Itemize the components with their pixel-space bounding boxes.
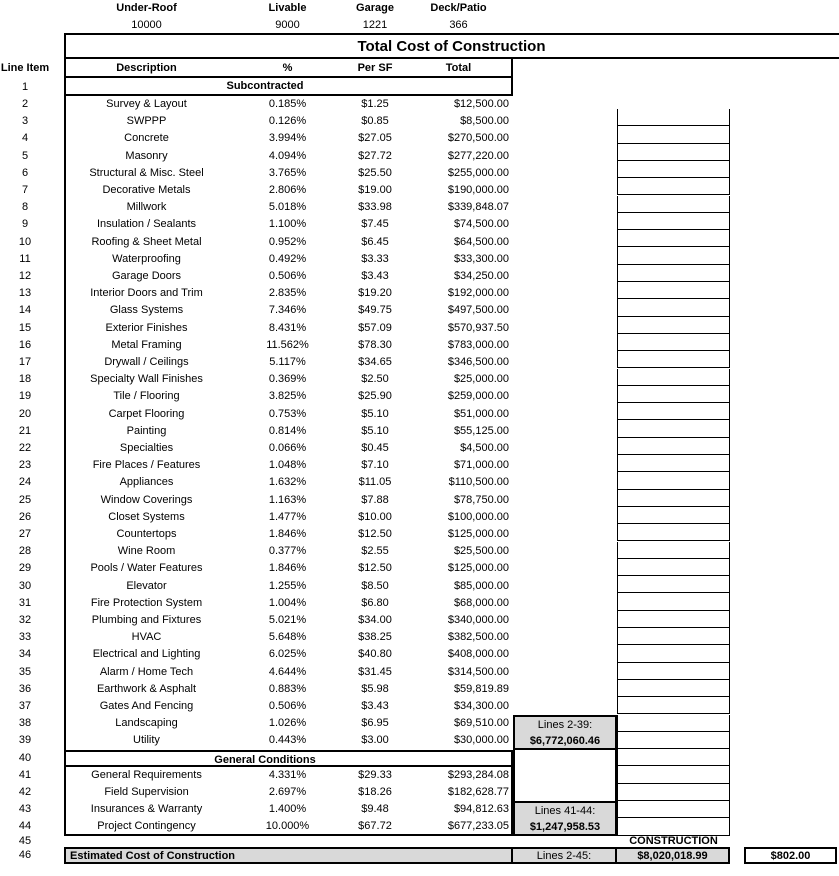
cell-description[interactable]: Drywall / Ceilings — [104, 356, 189, 368]
cell-description[interactable]: Painting — [126, 424, 167, 437]
cell-total[interactable]: $408,000.00 — [447, 648, 509, 661]
empty-entry-cell[interactable] — [617, 749, 730, 766]
cell-percent[interactable]: 6.025% — [268, 648, 307, 661]
cell-per-sf[interactable]: $78.30 — [358, 338, 392, 351]
cell-percent[interactable]: 0.814% — [268, 424, 307, 437]
cell-per-sf[interactable]: $7.10 — [361, 459, 389, 472]
line-number[interactable]: 1 — [21, 81, 29, 93]
cell-total[interactable]: $339,848.07 — [447, 201, 509, 214]
cell-percent[interactable]: 0.506% — [268, 270, 307, 282]
cell-percent[interactable]: 1.846% — [268, 562, 307, 575]
cell-percent[interactable]: 1.163% — [268, 493, 307, 506]
section-general-conditions[interactable]: General Conditions — [64, 750, 513, 767]
cell-percent[interactable]: 5.648% — [268, 631, 307, 644]
cell-total[interactable]: $12,500.00 — [453, 98, 509, 110]
cell-total[interactable]: $25,000.00 — [453, 373, 509, 386]
line-number[interactable]: 32 — [18, 614, 32, 626]
cell-total[interactable]: $78,750.00 — [453, 493, 509, 506]
empty-entry-cell[interactable] — [617, 455, 730, 472]
empty-entry-cell[interactable] — [617, 334, 730, 351]
empty-entry-cell[interactable] — [617, 403, 730, 420]
empty-entry-cell[interactable] — [617, 161, 730, 178]
cell-total[interactable]: $270,500.00 — [447, 132, 509, 145]
empty-entry-cell[interactable] — [617, 732, 730, 749]
cell-total[interactable]: $259,000.00 — [447, 390, 509, 403]
line-number[interactable]: 18 — [18, 373, 32, 386]
cell-per-sf[interactable]: $0.45 — [361, 442, 389, 454]
empty-entry-cell[interactable] — [617, 265, 730, 282]
line-number[interactable]: 44 — [18, 820, 32, 833]
estimated-cost-label-cell[interactable]: Estimated Cost of Construction — [64, 847, 513, 864]
line-number[interactable]: 45 — [18, 834, 32, 847]
empty-entry-cell[interactable] — [617, 230, 730, 247]
cell-percent[interactable]: 1.004% — [268, 596, 307, 609]
cell-total[interactable]: $25,500.00 — [453, 545, 509, 558]
cell-description[interactable]: Earthwork & Asphalt — [96, 682, 197, 695]
cell-percent[interactable]: 1.026% — [268, 717, 307, 730]
cell-description[interactable]: SWPPP — [126, 115, 167, 128]
cell-total[interactable]: $85,000.00 — [453, 579, 509, 592]
line-number[interactable]: 42 — [18, 786, 32, 798]
cell-percent[interactable]: 2.806% — [268, 184, 307, 196]
cell-percent[interactable]: 1.632% — [268, 476, 307, 489]
cell-per-sf[interactable]: $5.10 — [361, 407, 389, 420]
cell-per-sf[interactable]: $57.09 — [358, 321, 392, 334]
cell-total[interactable]: $677,233.05 — [447, 820, 509, 833]
cell-description[interactable]: Carpet Flooring — [108, 407, 185, 420]
empty-entry-cell[interactable] — [617, 109, 730, 126]
cell-description[interactable]: Roofing & Sheet Metal — [91, 235, 202, 248]
cell-description[interactable]: Insurances & Warranty — [90, 803, 203, 816]
cell-percent[interactable]: 0.443% — [268, 734, 307, 747]
subtotal-lines-41-44-label: Lines 41-44: — [534, 805, 596, 818]
cell-per-sf[interactable]: $38.25 — [358, 631, 392, 644]
empty-entry-cell[interactable] — [617, 299, 730, 316]
cell-total[interactable]: $64,500.00 — [453, 235, 509, 248]
cell-description[interactable]: Countertops — [116, 528, 177, 540]
line-number[interactable]: 27 — [18, 528, 32, 540]
cell-description[interactable]: Fire Places / Features — [92, 459, 201, 472]
cell-percent[interactable]: 1.100% — [268, 218, 307, 231]
line-number[interactable]: 38 — [18, 717, 32, 730]
line-number[interactable]: 8 — [21, 201, 29, 214]
cell-per-sf[interactable]: $29.33 — [358, 768, 392, 781]
cell-percent[interactable]: 1.048% — [268, 459, 307, 472]
cell-description[interactable]: Closet Systems — [108, 510, 185, 523]
line-number[interactable]: 22 — [18, 442, 32, 454]
empty-entry-cell[interactable] — [617, 369, 730, 386]
cell-per-sf[interactable]: $27.05 — [358, 132, 392, 145]
subtotal-lines-2-39-label: Lines 2-39: — [537, 719, 593, 732]
line-number[interactable]: 16 — [18, 338, 32, 351]
cell-per-sf[interactable]: $6.45 — [361, 235, 389, 248]
cell-percent[interactable]: 0.185% — [268, 98, 307, 110]
cell-total[interactable]: $33,300.00 — [453, 252, 509, 265]
cell-description[interactable]: Waterproofing — [112, 252, 181, 265]
empty-entry-cell[interactable] — [617, 472, 730, 489]
line-number[interactable]: 34 — [18, 648, 32, 661]
empty-entry-cell[interactable] — [617, 490, 730, 507]
cell-total[interactable]: $34,250.00 — [453, 270, 509, 282]
cell-per-sf[interactable]: $8.50 — [361, 579, 389, 592]
cell-percent[interactable]: 8.431% — [268, 321, 307, 334]
subtotal-lines-41-44-value: $1,247,958.53 — [529, 821, 601, 834]
cell-description[interactable]: Fire Protection System — [90, 596, 203, 609]
line-number[interactable]: 30 — [18, 579, 32, 592]
cell-total[interactable]: $497,500.00 — [447, 304, 509, 317]
cell-percent[interactable]: 0.492% — [268, 252, 307, 265]
line-number[interactable]: 10 — [18, 235, 32, 248]
sheet-title-cell[interactable]: Total Cost of Construction — [64, 33, 839, 59]
cell-percent[interactable]: 3.765% — [268, 166, 307, 179]
cell-per-sf[interactable]: $2.50 — [361, 373, 389, 386]
cell-description[interactable]: Tile / Flooring — [113, 390, 180, 403]
line-number[interactable]: 4 — [21, 132, 29, 145]
empty-entry-cell[interactable] — [617, 663, 730, 680]
cell-description[interactable]: Insulation / Sealants — [96, 218, 197, 231]
cell-total[interactable]: $340,000.00 — [447, 614, 509, 626]
line-number[interactable]: 39 — [18, 734, 32, 747]
cell-total[interactable]: $182,628.77 — [447, 786, 509, 798]
cell-total[interactable]: $74,500.00 — [453, 218, 509, 231]
cell-per-sf[interactable]: $6.95 — [361, 717, 389, 730]
cell-total[interactable]: $100,000.00 — [447, 510, 509, 523]
cell-percent[interactable]: 1.255% — [268, 579, 307, 592]
lines-2-45-label-cell[interactable]: Lines 2-45: — [513, 847, 617, 864]
cell-percent[interactable]: 3.994% — [268, 132, 307, 145]
empty-entry-cell[interactable] — [617, 317, 730, 334]
line-item-header: Line Item — [0, 62, 50, 74]
cell-percent[interactable]: 2.697% — [268, 786, 307, 798]
cell-percent[interactable]: 11.562% — [266, 338, 309, 351]
cell-total[interactable]: $277,220.00 — [447, 149, 509, 162]
cell-description[interactable]: Specialty Wall Finishes — [90, 373, 203, 386]
cell-per-sf[interactable]: $25.90 — [358, 390, 392, 403]
line-number[interactable]: 19 — [18, 390, 32, 403]
area-value-2[interactable]: 1221 — [362, 19, 388, 31]
cell-description[interactable]: Elevator — [126, 579, 167, 592]
cell-percent[interactable]: 10.000% — [265, 820, 310, 833]
cell-percent[interactable]: 4.331% — [268, 768, 307, 781]
area-label-3: Deck/Patio — [430, 2, 487, 14]
line-number[interactable]: 13 — [18, 287, 32, 300]
column-header-total[interactable]: Total — [445, 62, 472, 74]
cell-total[interactable]: $94,812.63 — [453, 803, 509, 816]
cell-description[interactable]: Millwork — [126, 201, 167, 214]
cell-percent[interactable]: 7.346% — [268, 304, 307, 317]
cell-percent[interactable]: 4.644% — [268, 665, 307, 678]
cell-percent[interactable]: 0.506% — [268, 700, 307, 712]
area-value-3[interactable]: 366 — [449, 19, 468, 31]
cost-per-sf-box[interactable]: $802.00 — [744, 847, 837, 864]
line-number[interactable]: 28 — [18, 545, 32, 558]
cell-per-sf[interactable]: $3.00 — [361, 734, 389, 747]
empty-entry-cell[interactable] — [617, 386, 730, 403]
empty-entry-cell[interactable] — [617, 766, 730, 783]
cell-percent[interactable]: 0.883% — [268, 682, 307, 695]
cell-description[interactable]: Field Supervision — [104, 786, 189, 798]
cell-description[interactable]: Decorative Metals — [102, 184, 191, 196]
line-number[interactable]: 12 — [18, 270, 32, 282]
empty-entry-cell[interactable] — [617, 351, 730, 368]
cell-per-sf[interactable]: $12.50 — [358, 562, 392, 575]
cell-description[interactable]: Window Coverings — [100, 493, 193, 506]
cell-per-sf[interactable]: $1.25 — [361, 98, 389, 110]
cell-percent[interactable]: 0.753% — [268, 407, 307, 420]
cell-description[interactable]: HVAC — [131, 631, 162, 644]
area-value-1[interactable]: 9000 — [275, 19, 300, 31]
subtotal-lines-2-39-box[interactable] — [513, 715, 617, 750]
line-number[interactable]: 11 — [19, 252, 31, 265]
cell-percent[interactable]: 0.066% — [268, 442, 307, 454]
line-number[interactable]: 7 — [21, 184, 29, 196]
cell-total[interactable]: $314,500.00 — [447, 665, 509, 678]
cell-total[interactable]: $55,125.00 — [453, 424, 509, 437]
cell-description[interactable]: Structural & Misc. Steel — [89, 166, 204, 179]
cell-percent[interactable]: 1.400% — [268, 803, 307, 816]
cell-per-sf[interactable]: $34.00 — [358, 614, 392, 626]
cell-percent[interactable]: 5.021% — [268, 614, 307, 626]
empty-entry-cell[interactable] — [617, 196, 730, 213]
cell-per-sf[interactable]: $0.85 — [361, 115, 389, 128]
cell-total[interactable]: $382,500.00 — [447, 631, 509, 644]
cell-description[interactable]: Interior Doors and Trim — [90, 287, 203, 300]
cell-percent[interactable]: 0.369% — [268, 373, 307, 386]
cell-percent[interactable]: 4.094% — [268, 149, 307, 162]
cell-total[interactable]: $293,284.08 — [447, 768, 509, 781]
cell-per-sf[interactable]: $5.10 — [361, 424, 389, 437]
cell-per-sf[interactable]: $25.50 — [358, 166, 392, 179]
line-number[interactable]: 41 — [18, 768, 32, 781]
empty-entry-cell[interactable] — [617, 438, 730, 455]
line-number[interactable]: 36 — [18, 682, 32, 695]
line-number[interactable]: 2 — [21, 98, 29, 110]
column-header-per-sf[interactable]: Per SF — [357, 62, 393, 74]
cell-percent[interactable]: 0.952% — [268, 235, 307, 248]
cell-total[interactable]: $68,000.00 — [453, 596, 509, 609]
cell-description[interactable]: Pools / Water Features — [90, 562, 203, 575]
empty-entry-cell[interactable] — [617, 282, 730, 299]
cell-description[interactable]: Electrical and Lighting — [92, 648, 201, 661]
line-number[interactable]: 46 — [18, 849, 32, 861]
cell-description[interactable]: Gates And Fencing — [99, 700, 194, 712]
area-label-1: Livable — [268, 2, 307, 14]
empty-entry-cell[interactable] — [617, 247, 730, 264]
area-value-0[interactable]: 10000 — [131, 19, 162, 31]
cell-total[interactable]: $783,000.00 — [447, 338, 509, 351]
cell-percent[interactable]: 3.825% — [268, 390, 307, 403]
empty-entry-cell[interactable] — [617, 559, 730, 576]
empty-entry-cell[interactable] — [617, 507, 730, 524]
cell-description[interactable]: Utility — [133, 734, 160, 747]
cell-total[interactable]: $110,500.00 — [448, 476, 509, 489]
cell-per-sf[interactable]: $19.20 — [358, 287, 392, 300]
cell-total[interactable]: $8,500.00 — [460, 115, 509, 128]
empty-entry-cell[interactable] — [617, 542, 730, 559]
cell-description[interactable]: Exterior Finishes — [105, 321, 188, 334]
cell-total[interactable]: $255,000.00 — [447, 166, 509, 179]
empty-entry-cell[interactable] — [617, 576, 730, 593]
line-number[interactable]: 15 — [18, 321, 32, 334]
cell-description[interactable]: Concrete — [124, 132, 169, 145]
cell-percent[interactable]: 5.117% — [269, 356, 306, 368]
empty-entry-cell[interactable] — [617, 144, 730, 161]
line-number[interactable]: 24 — [18, 476, 32, 489]
cell-description[interactable]: Survey & Layout — [106, 98, 187, 110]
cell-per-sf[interactable]: $7.88 — [361, 493, 389, 506]
cell-per-sf[interactable]: $11.05 — [358, 476, 392, 489]
cell-total[interactable]: $570,937.50 — [447, 321, 509, 334]
cell-per-sf[interactable]: $40.80 — [358, 648, 392, 661]
area-label-0: Under-Roof — [116, 2, 177, 14]
line-number[interactable]: 40 — [18, 751, 32, 764]
cell-percent[interactable]: 0.377% — [268, 545, 307, 558]
empty-entry-cell[interactable] — [617, 801, 730, 818]
cell-description[interactable]: Wine Room — [117, 545, 176, 558]
cell-per-sf[interactable]: $49.75 — [358, 304, 392, 317]
empty-entry-cell[interactable] — [617, 818, 730, 835]
empty-entry-cell[interactable] — [617, 593, 730, 610]
empty-entry-cell[interactable] — [617, 213, 730, 230]
cell-description[interactable]: Glass Systems — [109, 304, 184, 317]
cell-total[interactable]: $125,000.00 — [447, 528, 509, 540]
cell-per-sf[interactable]: $33.98 — [358, 201, 392, 214]
empty-entry-cell[interactable] — [617, 715, 730, 732]
line-number[interactable]: 35 — [18, 665, 32, 678]
line-number[interactable]: 23 — [18, 459, 32, 472]
empty-entry-cell[interactable] — [617, 697, 730, 714]
cell-per-sf[interactable]: $3.33 — [361, 252, 389, 265]
cell-per-sf[interactable]: $3.43 — [361, 700, 389, 712]
cell-description[interactable]: General Requirements — [91, 768, 202, 781]
empty-entry-cell[interactable] — [617, 611, 730, 628]
cell-per-sf[interactable]: $7.45 — [361, 218, 389, 231]
cell-per-sf[interactable]: $9.48 — [361, 803, 389, 816]
cell-total[interactable]: $346,500.00 — [447, 356, 509, 368]
cell-total[interactable]: $34,300.00 — [453, 700, 509, 712]
line-number[interactable]: 14 — [18, 304, 32, 317]
line-number[interactable]: 33 — [18, 631, 32, 644]
cell-description[interactable]: Garage Doors — [111, 270, 182, 282]
cell-description[interactable]: Alarm / Home Tech — [99, 665, 194, 678]
line-number[interactable]: 26 — [18, 510, 32, 523]
cell-description[interactable]: Specialties — [119, 442, 174, 454]
cell-percent[interactable]: 1.846% — [268, 528, 307, 540]
column-header-description[interactable]: Description — [116, 62, 177, 74]
cell-total[interactable]: $69,510.00 — [453, 717, 509, 730]
estimated-cost-total-cell[interactable]: $8,020,018.99 — [617, 847, 730, 864]
cell-total[interactable]: $71,000.00 — [453, 459, 509, 472]
cell-total[interactable]: $59,819.89 — [453, 682, 509, 695]
cell-percent[interactable]: 5.018% — [268, 201, 307, 214]
cell-total[interactable]: $51,000.00 — [453, 407, 509, 420]
cell-description[interactable]: Masonry — [125, 149, 168, 162]
empty-entry-cell[interactable] — [617, 178, 730, 195]
cell-total[interactable]: $4,500.00 — [460, 442, 509, 454]
line-number[interactable]: 6 — [21, 166, 29, 179]
cell-description[interactable]: Appliances — [119, 476, 174, 489]
empty-entry-cell[interactable] — [617, 680, 730, 697]
cell-per-sf[interactable]: $3.43 — [361, 270, 389, 282]
subtotal-lines-2-39-value: $6,772,060.46 — [529, 735, 601, 748]
section-subcontracted[interactable]: Subcontracted — [64, 78, 513, 96]
line-number[interactable]: 9 — [21, 218, 29, 231]
line-number[interactable]: 3 — [21, 115, 29, 128]
empty-entry-cell[interactable] — [617, 645, 730, 662]
subtotal-lines-41-44-box[interactable] — [513, 801, 617, 835]
line-number[interactable]: 5 — [21, 149, 29, 162]
cell-description[interactable]: Plumbing and Fixtures — [91, 614, 202, 626]
cell-description[interactable]: Project Contingency — [97, 820, 196, 833]
cell-percent[interactable]: 2.835% — [268, 287, 307, 300]
cell-per-sf[interactable]: $10.00 — [358, 510, 392, 523]
cell-per-sf[interactable]: $2.55 — [361, 545, 389, 558]
cell-total[interactable]: $190,000.00 — [447, 184, 509, 196]
line-number[interactable]: 20 — [18, 407, 32, 420]
cell-description[interactable]: Landscaping — [115, 717, 178, 730]
line-number[interactable]: 17 — [18, 356, 32, 368]
cell-description[interactable]: Metal Framing — [111, 338, 182, 351]
cell-percent[interactable]: 0.126% — [268, 115, 307, 128]
cell-percent[interactable]: 1.477% — [268, 510, 307, 523]
cell-per-sf[interactable]: $12.50 — [358, 528, 392, 540]
empty-entry-cell[interactable] — [617, 524, 730, 541]
cell-per-sf[interactable]: $5.98 — [361, 682, 389, 695]
area-label-2: Garage — [356, 2, 394, 14]
cell-per-sf[interactable]: $18.26 — [358, 786, 392, 798]
column-header-percent[interactable]: % — [282, 62, 293, 74]
empty-entry-cell[interactable] — [617, 126, 730, 143]
cell-per-sf[interactable]: $6.80 — [361, 596, 389, 609]
line-number[interactable]: 21 — [18, 424, 32, 437]
line-number[interactable]: 37 — [18, 700, 32, 712]
summary-empty-box[interactable] — [513, 750, 617, 802]
cell-total[interactable]: $125,000.00 — [447, 562, 509, 575]
empty-entry-cell[interactable] — [617, 784, 730, 801]
line-number[interactable]: 43 — [18, 803, 32, 816]
line-number[interactable]: 29 — [18, 562, 32, 575]
construction-heading: CONSTRUCTION — [629, 834, 718, 847]
cell-per-sf[interactable]: $27.72 — [358, 149, 392, 162]
cell-total[interactable]: $192,000.00 — [447, 287, 509, 300]
line-number[interactable]: 25 — [18, 493, 32, 506]
cell-per-sf[interactable]: $31.45 — [358, 665, 392, 678]
empty-entry-cell[interactable] — [617, 420, 730, 437]
empty-entry-cell[interactable] — [617, 628, 730, 645]
cell-per-sf[interactable]: $34.65 — [358, 356, 392, 368]
cell-total[interactable]: $30,000.00 — [453, 734, 509, 747]
cell-per-sf[interactable]: $19.00 — [358, 184, 392, 196]
line-number[interactable]: 31 — [18, 596, 32, 609]
cell-per-sf[interactable]: $67.72 — [358, 820, 392, 833]
